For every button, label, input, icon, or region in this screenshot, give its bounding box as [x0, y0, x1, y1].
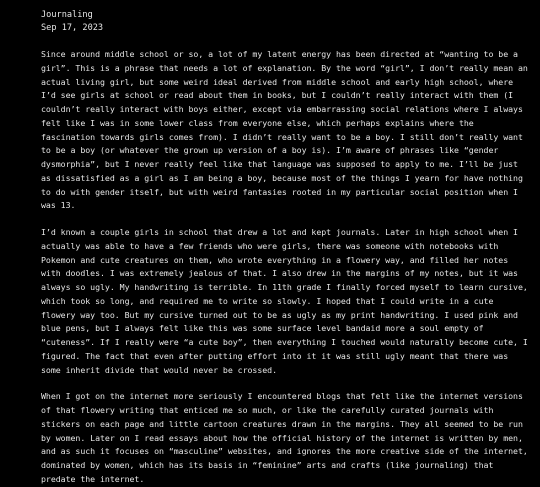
post-paragraph-3: When I got on the internet more seriously I encountered blogs that felt like the internet versions of that flowery writing that enticed me so much, or like the carefully curated journals with stickers on each page and little cartoon creatures drawn in the margins. They all seemed to be run by women. Later on I read essays about how the official history of the internet is written by men, and as such it focuses on “masculine” websites, and ignores the more creative side of the internet, dominated by women, which has its basis in “feminine” arts and crafts (like journaling) that predate the internet.	[41, 391, 528, 484]
post-header	[41, 9, 528, 35]
post-category: Journaling	[41, 10, 93, 20]
post-paragraph-2: I’d known a couple girls in school that drew a lot and kept journals. Later in high school when I actually was able to have a few friends who were girls, there was someone with notebooks with Pokemon and cute creatures on them, who wrote everything in a flowery way, and filled her notes with doodles. I was extremely jealous of that. I also drew in the margins of my notes, but it was always so ugly. My handwriting is terrible. In 11th grade I finally forced myself to learn cursive, which took so long, and required me to write so slowly. I hoped that I could write in a cute flowery way too. But my cursive turned out to be as ugly as my print handwriting. I used pink and blue pens, but I always felt like this was some surface level bandaid more a soul empty of “cuteness”. If I really were “a cute boy”, then everything I touched would naturally become cute, I figured. The fact that even after putting effort into it it was still ugly meant that there was some inherit divide that would never be crossed.	[41, 227, 528, 375]
post-body	[41, 48, 528, 487]
post-paragraph-1: Since around middle school or so, a lot of my latent energy has been directed at “wanting to be a girl”. This is a phrase that needs a lot of explanation. By the word “girl”, I don’t really mean an actual living girl, but some weird ideal derived from middle school and early high school, where I’d see girls at school or read about them in books, but I couldn’t really interact with them (I couldn’t really interact with boys either, except via embarrassing social relations where I always felt like I was in some lower class from everyone else, which perhaps explains where the fascination towards girls comes from). I didn’t really want to be a boy. I still don’t really want to be a boy (or whatever the grown up version of a boy is). I’m aware of phrases like “gender dysmorphia”, but I never really feel like that language was supposed to apply to me. I’ll be just as dissatisfied as a girl as I am being a boy, because most of the things I yearn for have nothing to do with gender itself, but with weird fantasies rooted in my particular social position when I was 13.	[41, 49, 528, 211]
post-date: Sep 17, 2023	[41, 23, 104, 33]
